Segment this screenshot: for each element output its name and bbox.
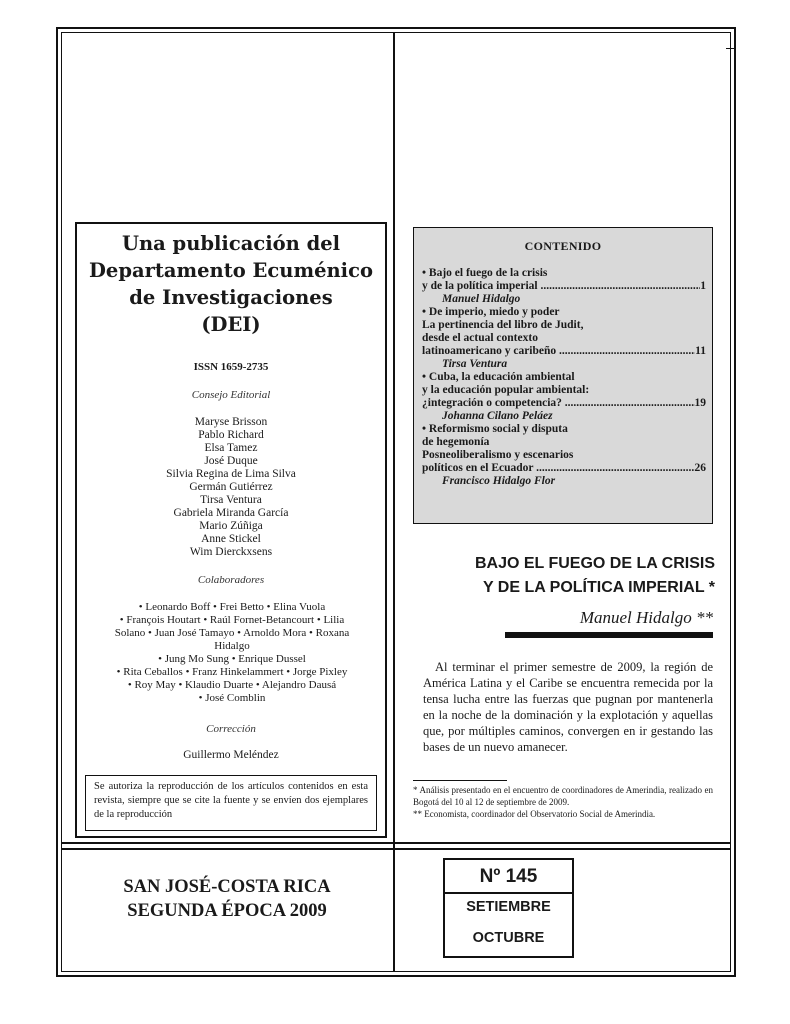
contents-entry-author: Tirsa Ventura — [442, 358, 508, 370]
colaboradores-list — [89, 601, 375, 705]
footer-divider-bottom — [61, 848, 731, 850]
correccion-name: Guillermo Meléndez — [183, 749, 279, 761]
contents-entry-line: y la educación popular ambiental: — [422, 384, 590, 396]
member-name: Anne Stickel — [201, 533, 261, 545]
correccion-label: Corrección — [206, 723, 256, 735]
dot-leader — [565, 397, 695, 410]
contents-entry-line: La pertinencia del libro de Judit, — [422, 319, 584, 331]
colaboradores-line: • Leonardo Boff • Frei Betto • Elina Vuola — [138, 601, 326, 613]
colaboradores-line: • Roy May • Klaudio Duarte • Alejandro Dausá — [127, 679, 337, 691]
publication-box — [75, 222, 387, 838]
contents-entry-title-end: latinoamericano y caribeño — [422, 345, 560, 357]
contents-entry-author: Francisco Hidalgo Flor — [442, 475, 556, 487]
publication-title-line: Departamento Ecuménico — [89, 259, 373, 282]
publication-title-line: de Investigaciones — [129, 286, 333, 309]
city-line: SAN JOSÉ-COSTA RICA — [123, 877, 331, 897]
article-title-line: BAJO EL FUEGO DE LA CRISIS — [474, 555, 715, 572]
issn: ISSN 1659-2735 — [193, 361, 269, 373]
article-body — [423, 659, 713, 755]
contents-entry-title-end: políticos en el Ecuador — [422, 462, 537, 474]
footer-divider-top — [61, 842, 731, 844]
author-rule — [505, 632, 713, 638]
consejo-label: Consejo Editorial — [191, 389, 271, 401]
footnote-2: ** Economista, coordinador del Observatorio Social de Amerindia. — [413, 809, 656, 819]
contents-entry-author: Johanna Cilano Peláez — [442, 410, 553, 422]
colaboradores-line: Hidalgo — [214, 640, 250, 652]
member-name: Silvia Regina de Lima Silva — [166, 468, 296, 480]
publication-title-line: Una publicación del — [121, 232, 341, 255]
issue-month-2: OCTUBRE — [472, 930, 545, 946]
colaboradores-line: • François Houtart • Raúl Fornet-Betancourt • Lilia — [119, 614, 345, 626]
publication-title — [77, 230, 385, 338]
contents-entry-page-line[interactable] — [422, 462, 706, 475]
column-divider — [393, 32, 395, 972]
contents-entry-line: • De imperio, miedo y poder — [422, 306, 560, 318]
city-edition — [61, 875, 393, 923]
colaboradores-line: Solano • Juan José Tamayo • Arnoldo Mora • Roxana — [114, 627, 350, 639]
contents-entry-page-line[interactable] — [422, 345, 706, 358]
member-name: Elsa Tamez — [204, 442, 258, 454]
footnote-1: * Análisis presentado en el encuentro de coordinadores de Amerindia, realizado en Bogotá del 10 al 12 de septiembre de 2009. — [413, 785, 713, 807]
article-paragraph: Al terminar el primer semestre de 2009, la región de América Latina y el Caribe se encuentra remecida por la tensa lucha entre las fuerzas que pugnan por mantenerla en la noche de la dominación y la explotación y aquellas que, por múltiples caminos, convergen en ir gestando las bases de un nuevo amanecer. — [423, 660, 713, 754]
contents-page-number: 11 — [695, 345, 706, 357]
contents-entry-line: desde el actual contexto — [422, 332, 538, 344]
contents-page-number: 26 — [694, 462, 706, 474]
issue-number: Nº 145 — [445, 860, 572, 894]
contents-list — [422, 267, 706, 488]
member-name: Pablo Richard — [198, 429, 264, 441]
consejo-members — [77, 416, 385, 559]
contents-heading: CONTENIDO — [524, 239, 602, 253]
issue-month-1: SETIEMBRE — [466, 899, 551, 915]
dot-leader — [541, 280, 701, 293]
dot-leader — [559, 345, 695, 358]
edition-line: SEGUNDA ÉPOCA 2009 — [127, 901, 327, 921]
contents-entry-line: Posneoliberalismo y escenarios — [422, 449, 574, 461]
contents-entry-page-line[interactable] — [422, 280, 706, 293]
contents-entry-author: Manuel Hidalgo — [442, 293, 521, 305]
member-name: José Duque — [204, 455, 258, 467]
colaboradores-line: • Jung Mo Sung • Enrique Dussel — [158, 653, 306, 665]
publication-title-line: (DEI) — [201, 313, 261, 336]
corner-tick — [726, 48, 736, 49]
issue-box — [443, 858, 574, 958]
contents-entry-line: • Bajo el fuego de la crisis — [422, 267, 548, 279]
member-name: Maryse Brisson — [194, 416, 268, 428]
contents-entry-line: • Cuba, la educación ambiental — [422, 371, 575, 383]
member-name: Mario Zúñiga — [199, 520, 263, 532]
footnote-rule — [413, 780, 507, 781]
colaboradores-line: • José Comblin — [198, 692, 266, 704]
article-title — [405, 552, 715, 600]
colaboradores-label: Colaboradores — [197, 574, 265, 586]
member-name: Gabriela Miranda García — [173, 507, 289, 519]
contents-entry-page-line[interactable] — [422, 397, 706, 410]
colaboradores-line: • Rita Ceballos • Franz Hinkelammert • Jorge Pixley — [116, 666, 348, 678]
dot-leader — [536, 462, 694, 475]
member-name: Germán Gutiérrez — [189, 481, 273, 493]
member-name: Wim Dierckxsens — [189, 546, 273, 558]
contents-entry-line: de hegemonía — [422, 436, 490, 448]
contents-entry-line: • Reformismo social y disputa — [422, 423, 568, 435]
contents-box — [413, 227, 713, 524]
contents-entry-title-end: ¿integración o competencia? — [422, 397, 565, 409]
contents-page-number: 1 — [700, 280, 706, 292]
article-author: Manuel Hidalgo ** — [579, 608, 713, 627]
member-name: Tirsa Ventura — [200, 494, 262, 506]
contents-page-number: 19 — [694, 397, 706, 409]
article-title-line: Y DE LA POLÍTICA IMPERIAL * — [482, 579, 715, 596]
contents-entry-title-end: y de la política imperial — [422, 280, 541, 292]
reproduction-notice: Se autoriza la reproducción de los artículos contenidos en esta revista, siempre que se cite la fuente y se envíen dos ejemplares de la reproducción — [85, 775, 377, 831]
